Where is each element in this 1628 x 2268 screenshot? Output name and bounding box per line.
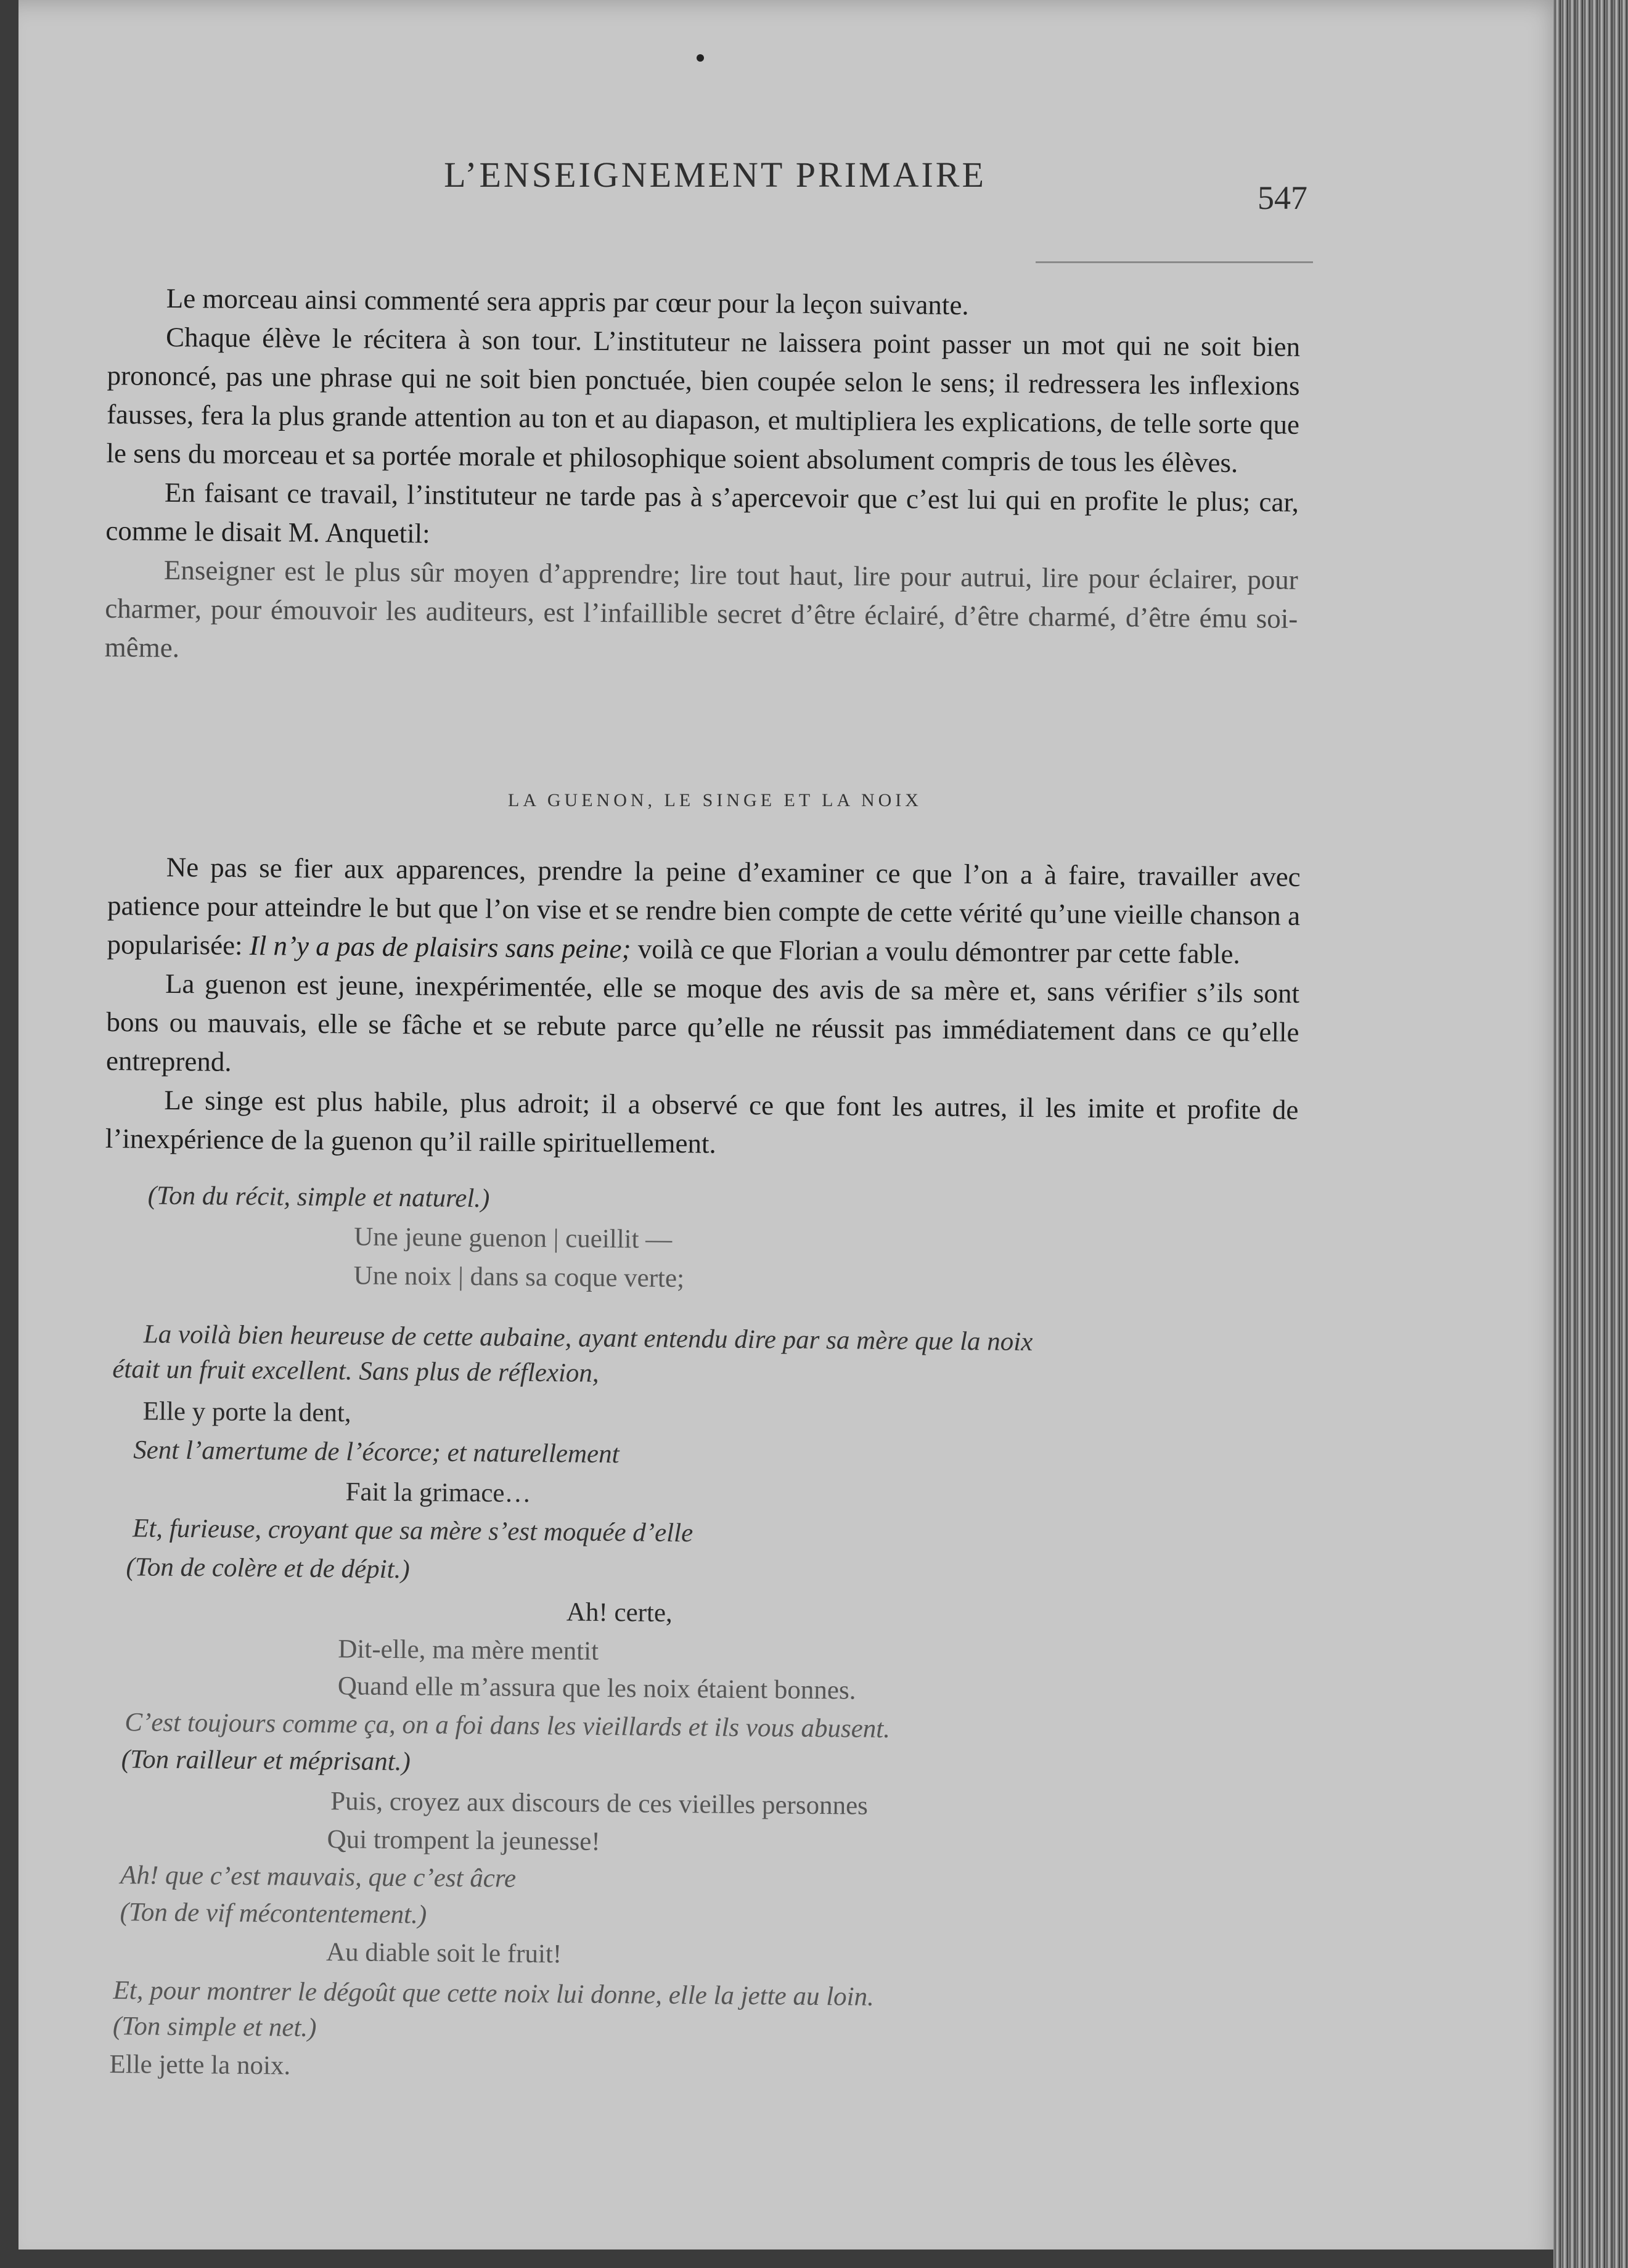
intro-paragraph-3: En faisant ce travail, l’instituteur ne tarde pas à s’apercevoir que c’est lui qui en profite le plus; car, comme le disait M. Anquetil: [105, 476, 1299, 549]
fable-line: C’est toujours comme ça, on a foi dans les vieillards et ils vous abusent. [125, 1708, 891, 1744]
fable-line: Quand elle m’assura que les noix étaient bonnes. [337, 1671, 856, 1705]
page-left-edge [0, 0, 18, 2268]
section-paragraph-1-end: voilà ce que Florian a voulu démontrer par cette fable. [631, 933, 1241, 970]
fable-line: Et, furieuse, croyant que sa mère s’est moquée d’elle [132, 1514, 693, 1548]
fable-line: était un fruit excellent. Sans plus de réflexion, [112, 1354, 599, 1388]
fable-line: Et, pour montrer le dégoût que cette noix lui donne, elle la jette au loin. [113, 1976, 875, 2012]
fable-line: (Ton railleur et méprisant.) [121, 1745, 411, 1777]
section-paragraph-1-start: Ne pas se fier aux apparences, prendre la peine d’examiner ce que l’on a à faire, travailler avec patience pour atteindre le but que l’on vise et se rendre bien compte de cette vérité qu’une vieille chanson a popularisée: [107, 851, 1301, 961]
book-spine [1553, 0, 1628, 2268]
fable-line: Une jeune guenon | cueillit — [354, 1222, 673, 1254]
intro-paragraph-1: Le morceau ainsi commenté sera appris par cœur pour la leçon suivante. [166, 282, 969, 321]
fable-line: Ah! que c’est mauvais, que c’est âcre [120, 1861, 517, 1893]
fable-line: Elle jette la noix. [109, 2049, 291, 2081]
fable-line: Fait la grimace… [345, 1477, 531, 1508]
ink-dot [697, 54, 704, 62]
section-paragraph-1 [107, 847, 1301, 974]
fable-text [109, 1180, 1316, 2081]
fable-line: (Ton simple et net.) [112, 2012, 317, 2042]
fable-line: Puis, croyez aux discours de ces vieilles personnes [330, 1787, 869, 1821]
fable-line: (Ton de vif mécontentement.) [120, 1898, 427, 1930]
fable-line: Une noix | dans sa coque verte; [353, 1261, 685, 1294]
anquetil-quote: Enseigner est le plus sûr moyen d’apprendre; lire tout haut, lire pour autrui, lire pour éclairer, pour charmer, pour émouvoir les auditeurs, est l’infaillible secret d’être éclairé, d’être charmé, d’être ému soi-même. [104, 554, 1299, 664]
proverb: Il n’y a pas de plaisirs sans peine; [249, 930, 631, 965]
intro-paragraph-2: Chaque élève le récitera à son tour. L’instituteur ne laissera point passer un mot qui ne soit bien prononcé, pas une phrase qui ne soit bien ponctuée, bien coupée selon le sens; il redressera les inflexions fausses, fera la plus grande attention au ton et au diapason, et multipliera les explications, de telle sorte que le sens du morceau et sa portée morale et philosophique soient absolument compris de tous les élèves. [106, 321, 1301, 479]
fable-line: Ah! certe, [566, 1597, 673, 1628]
section-text [105, 847, 1301, 1169]
fable-line: Qui trompent la jeunesse! [327, 1825, 600, 1856]
fable-line: Elle y porte la dent, [142, 1397, 351, 1428]
page-bottom-edge [0, 2250, 1553, 2268]
fable-line: (Ton de colère et de dépit.) [126, 1552, 410, 1585]
section-paragraph-3: Le singe est plus habile, plus adroit; il a observé ce que font les autres, il les imite et profite de l’inexpérience de la guenon qu’il raille spirituellement. [105, 1084, 1299, 1159]
fable-line: Sent l’amertume de l’écorce; et naturellement [133, 1435, 620, 1469]
fable-line: Au diable soit le fruit! [325, 1938, 562, 1969]
section-title: LA GUENON, LE SINGE ET LA NOIX [508, 790, 922, 810]
header-rule [1036, 261, 1313, 263]
fable-line: La voilà bien heureuse de cette aubaine, ayant entendu dire par sa mère que la noix [143, 1320, 1033, 1357]
intro-text [105, 279, 1301, 677]
page-number: 547 [1258, 179, 1307, 216]
running-title: L’ENSEIGNEMENT PRIMAIRE [444, 155, 986, 195]
fable-line: (Ton du récit, simple et naturel.) [147, 1181, 490, 1214]
section-paragraph-2: La guenon est jeune, inexpérimentée, elle se moque des avis de sa mère et, sans vérifier s’ils sont bons ou mauvais, elle se fâche et se rebute parce qu’elle ne réussit pas immédiatement dans ce qu’elle entreprend. [105, 968, 1300, 1077]
fable-line: Dit-elle, ma mère mentit [338, 1634, 599, 1666]
